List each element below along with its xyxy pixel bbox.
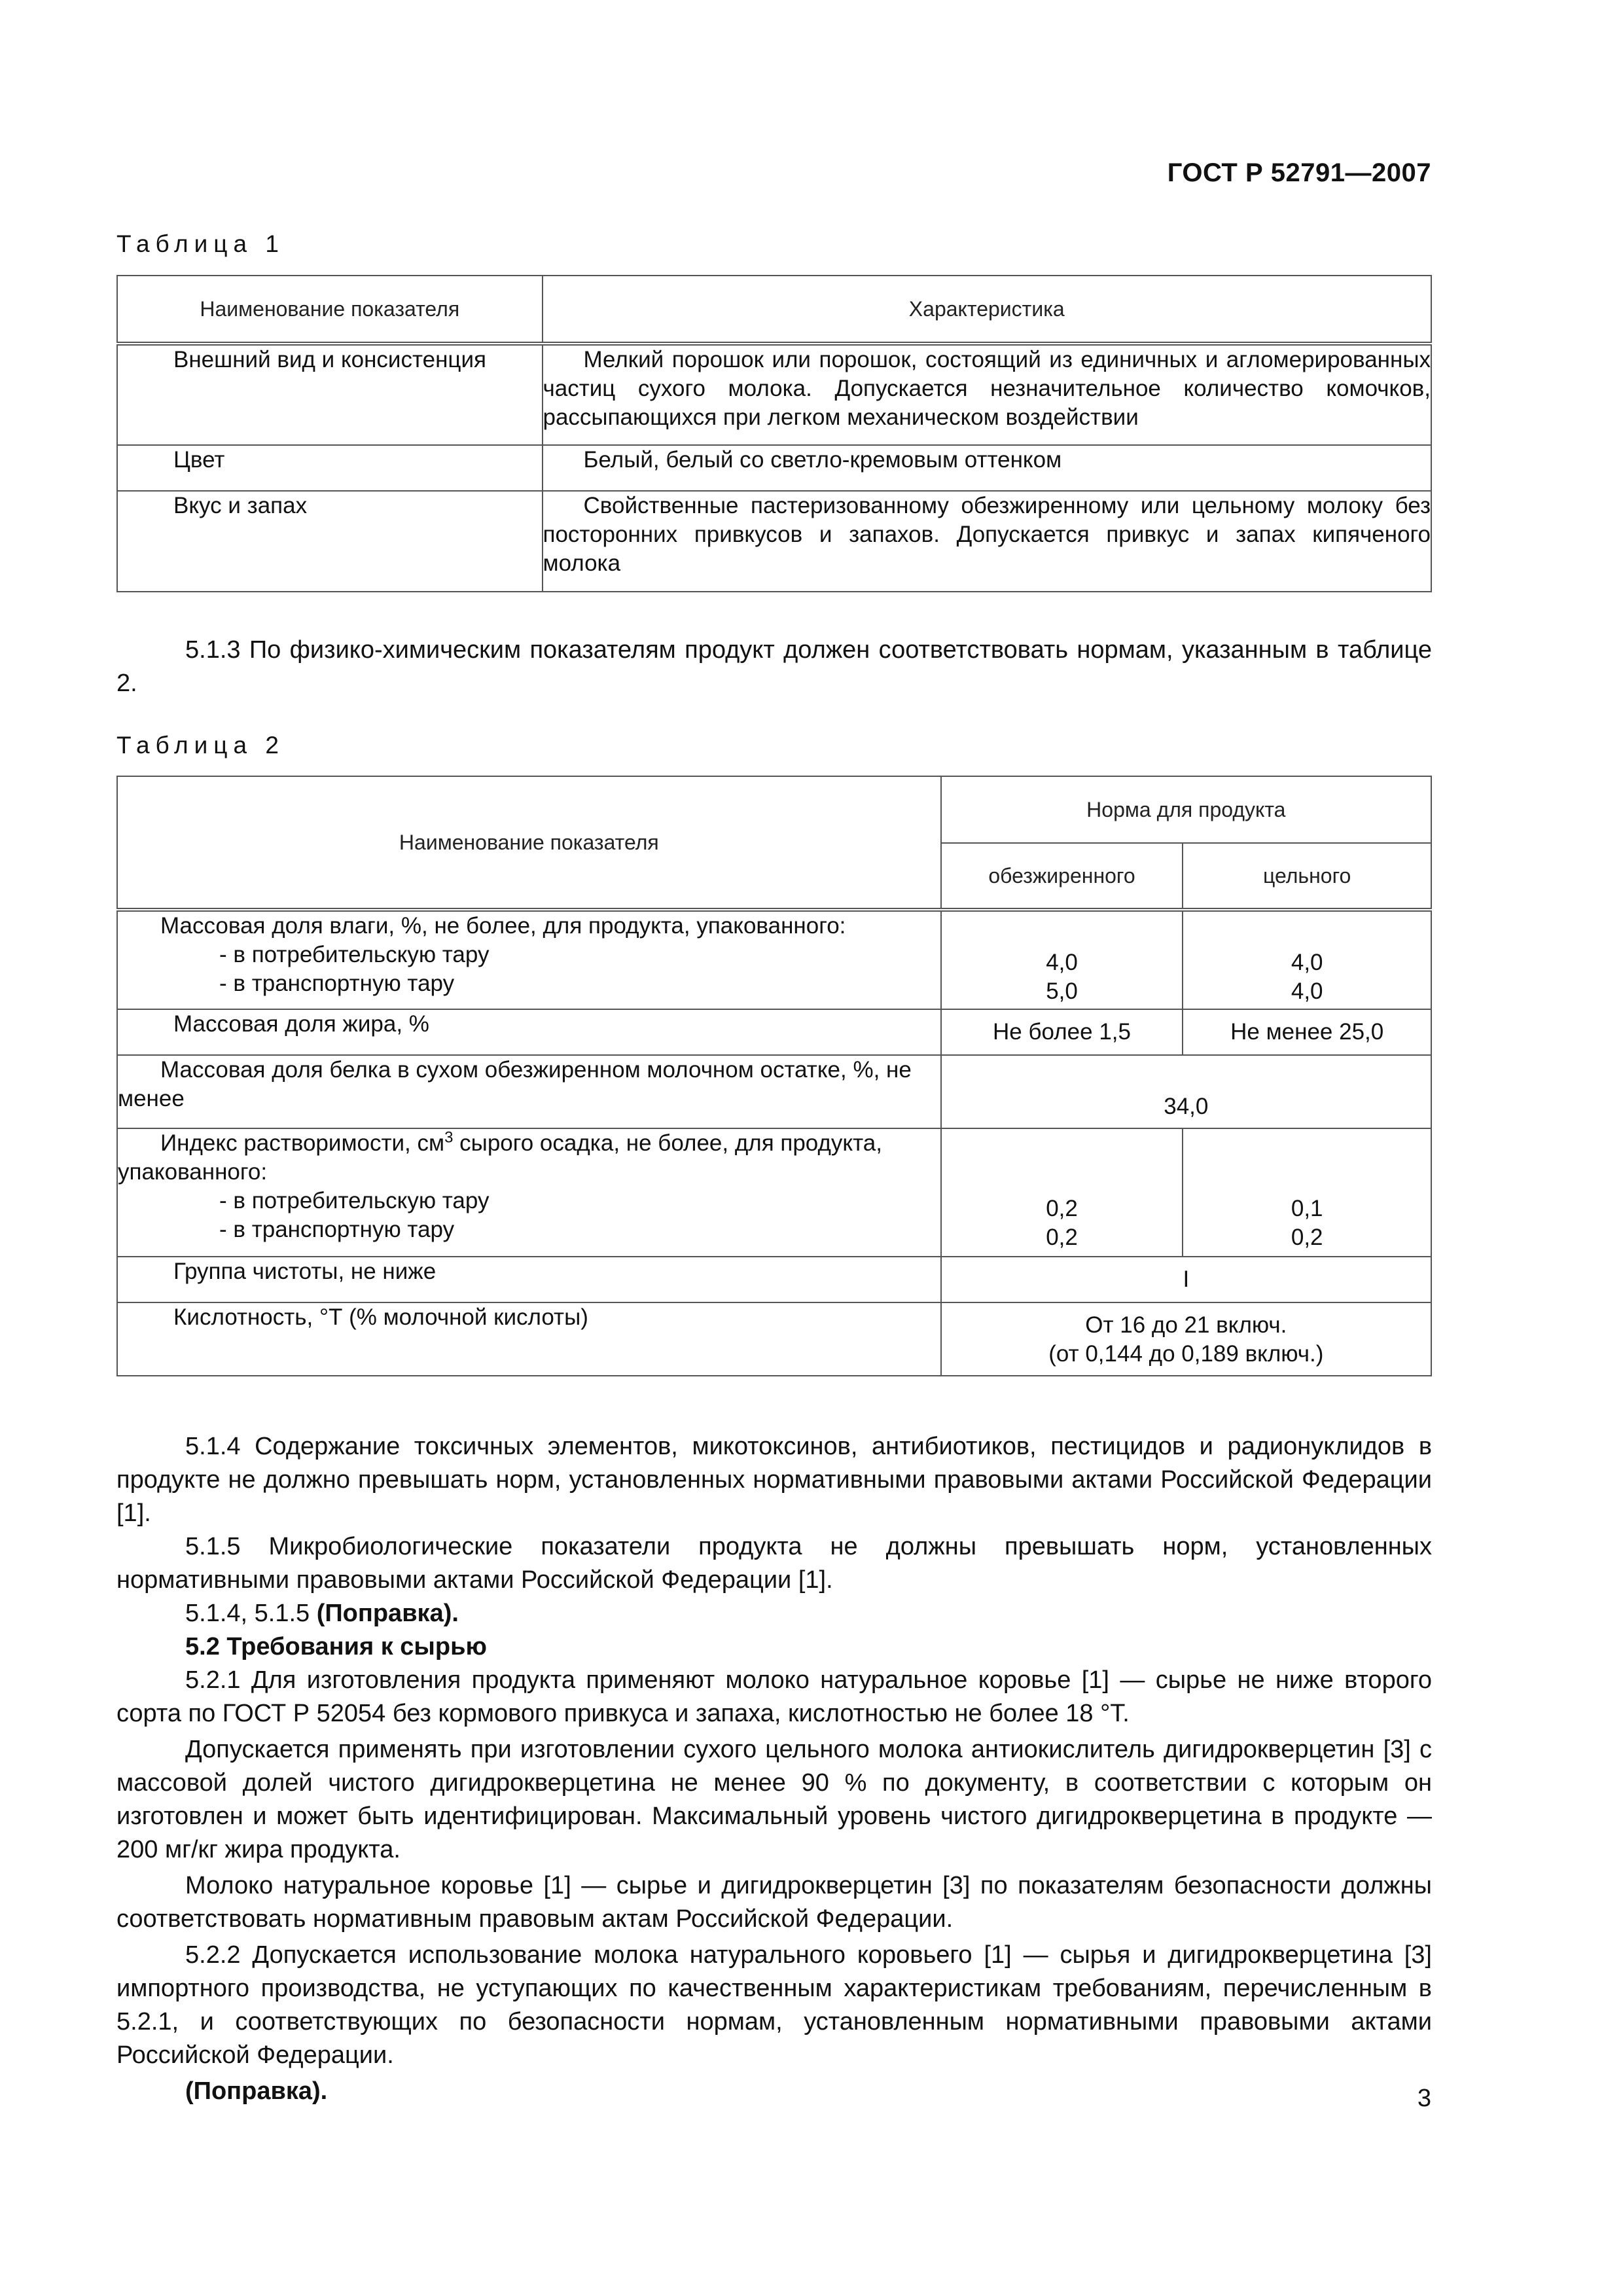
table1-col1-header: Наименование показателя [117, 276, 543, 344]
value-line: 4,0 [1046, 950, 1078, 975]
row-name: Группа чистоты, не ниже [117, 1257, 941, 1302]
paragraph-5-2-2: 5.2.2 Допускается использование молока натурального коровьего [1] — сырья и дигидрокверцетина [3] импортного производства, не уступающих по качественным характеристикам требованиям, перечисленным в 5.2.1, и соответствующих по безопасности нормам, установленным нормативными правовыми актами Российской Федерации. [116, 1941, 1432, 2069]
paragraph-5-2-1-b: Допускается применять при изготовлении сухого цельного молока антиокислитель дигидрокверцетин [3] с массовой долей чистого дигидрокверцетина не менее 90 % по документу, в соответствии с которым он изготовлен и может быть идентифицирован. Максимальный уровень чистого дигидрокверцетина в продукте — 200 мг/кг жира продукта. [116, 1736, 1432, 1863]
value-line: 0,2 [1291, 1225, 1323, 1250]
row-name-text: Массовая доля влаги, %, не более, для продукта, упакованного: [160, 913, 846, 939]
value-line: 4,0 [1291, 950, 1323, 975]
value-line: 0,2 [1046, 1196, 1078, 1221]
row-name: Кислотность, °Т (% молочной кислоты) [117, 1302, 941, 1376]
cell-value: Не менее 25,0 [1183, 1009, 1431, 1055]
table1 [116, 275, 1432, 592]
row-value: Мелкий порошок или порошок, состоящий из единичных и агломерированных частиц сухого молока. Допускается незначительное количество комочков, рассыпающихся при легком механическом воздействии [543, 344, 1432, 445]
row-sub-item: - в транспортную тару [219, 1217, 455, 1242]
paragraph-5-2-1: 5.2.1 Для изготовления продукта применяют молоко натуральное коровье [1] — сырье не ниже второго сорта по ГОСТ Р 52054 без кормового привкуса и запаха, кислотностью не более 18 °Т. [116, 1666, 1432, 1727]
table-row [117, 1302, 1431, 1376]
cell-value: I [941, 1257, 1431, 1302]
section-heading-5-2: 5.2 Требования к сырью [185, 1633, 487, 1660]
name-part: Индекс растворимости, см [160, 1130, 445, 1156]
cell-value [1183, 910, 1431, 1009]
table2-col1-header: Наименование показателя [117, 776, 941, 910]
table2-header-row [117, 776, 1431, 843]
table1-caption: Таблица 1 [116, 230, 285, 257]
row-name: Вкус и запах [117, 491, 543, 592]
paragraph-5-1-3 [116, 634, 1432, 700]
value-line: 4,0 [1291, 978, 1323, 1004]
value-line: (от 0,144 до 0,189 включ.) [1048, 1341, 1324, 1367]
row-name: Внешний вид и консистенция [117, 344, 543, 445]
table-row [117, 344, 1431, 445]
amendment-note-2: (Поправка). [185, 2077, 328, 2105]
value-line: 0,2 [1046, 1225, 1078, 1250]
page-number: 3 [1417, 2085, 1431, 2112]
table2-group-header: Норма для продукта [941, 776, 1431, 843]
table2 [116, 776, 1432, 1376]
paragraph-5-1-4: 5.1.4 Содержание токсичных элементов, микотоксинов, антибиотиков, пестицидов и радионуклидов в продукте не должно превышать норм, установленных нормативными правовыми актами Российской Федерации [1]. [116, 1433, 1432, 1527]
row-name-text [118, 1129, 940, 1187]
row-name: Массовая доля белка в сухом обезжиренном молочном остатке, %, не менее [117, 1055, 941, 1128]
table2-col-a-header: обезжиренного [941, 843, 1183, 910]
table-row [117, 1128, 1431, 1257]
row-sub-item: - в потребительскую тару [219, 1188, 490, 1213]
superscript: 3 [444, 1128, 454, 1147]
table-row [117, 1055, 1431, 1128]
row-value: Свойственные пастеризованному обезжиренному или цельному молоку без посторонних привкусов и запахов. Допускается привкус и запах кипяченого молока [543, 491, 1432, 592]
row-name: Цвет [117, 445, 543, 491]
table-row [117, 445, 1431, 491]
cell-value: Не более 1,5 [941, 1009, 1183, 1055]
row-value: Белый, белый со светло-кремовым оттенком [543, 445, 1432, 491]
row-name: Массовая доля жира, % [117, 1009, 941, 1055]
table2-col-b-header: цельного [1183, 843, 1431, 910]
value-line: 0,1 [1291, 1196, 1323, 1221]
document-code: ГОСТ Р 52791—2007 [1167, 158, 1431, 187]
value-line: От 16 до 21 включ. [1085, 1312, 1287, 1338]
amendment-note [116, 1597, 1432, 1630]
paragraph-5-1-5: 5.1.5 Микробиологические показатели продукта не должны превышать норм, установленных нормативными правовыми актами Российской Федерации [1]. [116, 1533, 1432, 1594]
row-name [117, 1128, 941, 1257]
name-part: сырого осадка, не более, для продукта, упакованного: [118, 1130, 882, 1185]
row-name [117, 910, 941, 1009]
table-row [117, 1257, 1431, 1302]
table2-caption: Таблица 2 [116, 732, 285, 759]
table1-col2-header: Характеристика [543, 276, 1432, 344]
table-row [117, 1009, 1431, 1055]
table1-header-row [117, 276, 1431, 344]
cell-value: 34,0 [941, 1055, 1431, 1128]
amendment-label: (Поправка). [316, 1600, 459, 1627]
paragraph-5-2-1-c: Молоко натуральное коровье [1] — сырье и дигидрокверцетин [3] по показателям безопасности должны соответствовать нормативным правовым актам Российской Федерации. [116, 1872, 1432, 1933]
cell-value [941, 1302, 1431, 1376]
cell-value [941, 1128, 1183, 1257]
value-line: 5,0 [1046, 978, 1078, 1004]
amendment-ref: 5.1.4, 5.1.5 [185, 1600, 317, 1627]
table-row [117, 491, 1431, 592]
cell-value [941, 910, 1183, 1009]
row-sub-item: - в потребительскую тару [219, 942, 490, 967]
paragraph-text: 5.1.3 По физико-химическим показателям продукт должен соответствовать нормам, указанным в таблице 2. [116, 636, 1432, 697]
cell-value [1183, 1128, 1431, 1257]
body-text [116, 1430, 1432, 2108]
row-sub-item: - в транспортную тару [219, 971, 455, 996]
table-row [117, 910, 1431, 1009]
